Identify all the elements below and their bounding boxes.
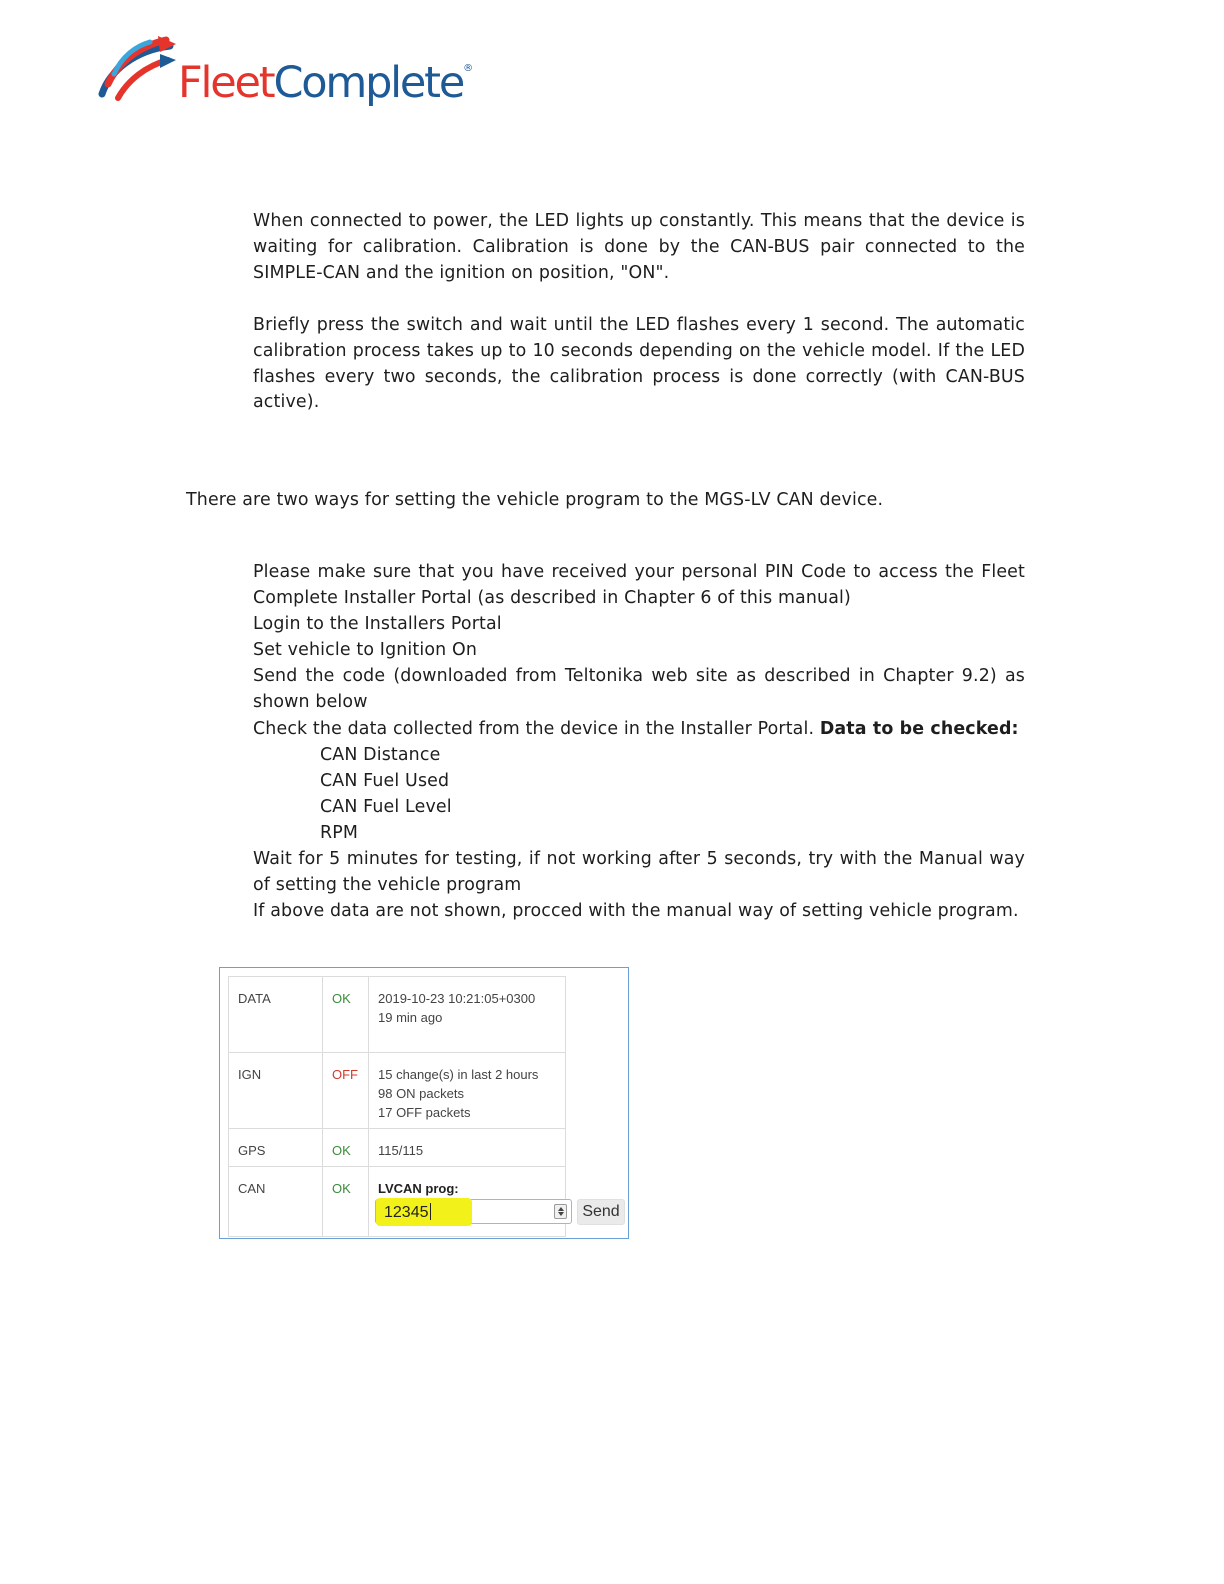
detail-line: 17 OFF packets	[378, 1105, 471, 1120]
text-caret	[430, 1203, 431, 1220]
row-details	[369, 1129, 566, 1167]
number-spinner-icon[interactable]	[554, 1204, 567, 1219]
fleet-complete-logo	[96, 36, 516, 118]
step-wait: Wait for 5 minutes for testing, if not working after 5 seconds, try with the Manual way of setting the vehicle program	[253, 849, 1025, 896]
two-ways-paragraph: There are two ways for setting the vehicle program to the MGS-LV CAN device.	[186, 490, 884, 510]
table-row	[229, 1053, 566, 1129]
check-item: CAN Fuel Used	[320, 770, 450, 791]
row-status: OK	[323, 977, 369, 1053]
step-login: Login to the Installers Portal	[253, 614, 502, 635]
row-name: CAN	[229, 1167, 323, 1237]
detail-line: 115/115	[378, 1143, 424, 1158]
row-details	[369, 1053, 566, 1129]
row-name: IGN	[229, 1053, 323, 1129]
check-item: RPM	[320, 822, 359, 843]
detail-line: 19 min ago	[378, 1010, 443, 1025]
detail-line: 2019-10-23 10:21:05+0300	[378, 991, 536, 1006]
logo-swoosh-icon	[96, 36, 178, 108]
row-name: GPS	[229, 1129, 323, 1167]
send-button[interactable]: Send	[577, 1199, 625, 1225]
row-details	[369, 977, 566, 1053]
led-flash-paragraph: Briefly press the switch and wait until the LED flashes every 1 second. The automatic calibration process takes up to 10 seconds depending on the vehicle model. If the LED flashes every two seconds, the calibration process is done correctly (with CAN-BUS active).	[253, 315, 1025, 413]
row-status: OFF	[323, 1053, 369, 1129]
step-manual: If above data are not shown, procced with the manual way of setting vehicle program.	[253, 901, 1019, 922]
detail-line: 98 ON packets	[378, 1086, 464, 1101]
detail-line: 15 change(s) in last 2 hours	[378, 1067, 539, 1082]
lvcan-prog-label: LVCAN prog:	[378, 1181, 459, 1196]
step-ignition: Set vehicle to Ignition On	[253, 640, 478, 661]
row-status: OK	[323, 1167, 369, 1237]
logo-word-fleet: Fleet	[178, 58, 274, 108]
row-name: DATA	[229, 977, 323, 1053]
calibration-paragraph: When connected to power, the LED lights up constantly. This means that the device is waiting for calibration. Calibration is done by the CAN-BUS pair connected to the SIMPLE-CAN and the ignition on position, "ON".	[253, 211, 1025, 283]
check-item: CAN Fuel Level	[320, 796, 452, 817]
installer-portal-screenshot	[219, 967, 629, 1239]
row-status: OK	[323, 1129, 369, 1167]
setup-steps	[253, 559, 1025, 924]
table-row	[229, 1129, 566, 1167]
step-check-data	[253, 716, 1025, 742]
lvcan-prog-value-text: 12345	[384, 1204, 429, 1221]
logo-wordmark	[178, 58, 474, 108]
check-item: CAN Distance	[320, 744, 441, 765]
table-row	[229, 977, 566, 1053]
lvcan-prog-value	[384, 1203, 431, 1222]
step-check-data-text: Check the data collected from the device in the Installer Portal.	[253, 718, 820, 739]
logo-word-complete: Complete	[273, 58, 464, 108]
data-to-check-label: Data to be checked:	[819, 718, 1019, 739]
step-pin-code: Please make sure that you have received your personal PIN Code to access the Fleet Complete Installer Portal (as described in Chapter 6 of this manual)	[253, 562, 1025, 609]
step-send-code: Send the code (downloaded from Teltonika web site as described in Chapter 9.2) as shown below	[253, 666, 1025, 713]
lvcan-prog-input[interactable]	[375, 1199, 572, 1224]
logo-registered-mark: ®	[463, 63, 474, 74]
